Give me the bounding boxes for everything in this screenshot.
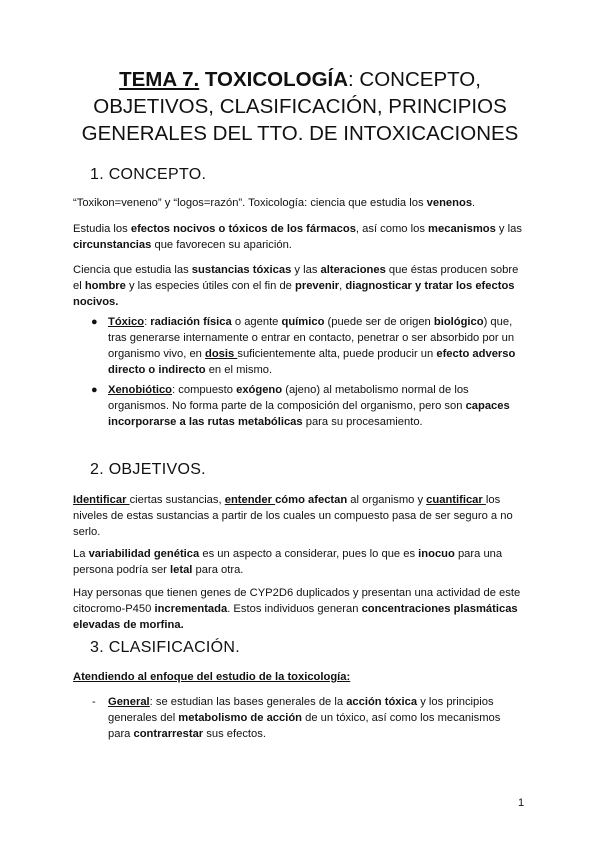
title-line2: OBJETIVOS, CLASIFICACIÓN, PRINCIPIOS (93, 95, 507, 118)
title-tema: TEMA 7. (119, 68, 200, 91)
paragraph-identificar: Identificar ciertas sustancias, entender cómo afectan al organismo y cuantificar los niveles de estas sustancias a partir de los cuales un compuesto pasa de ser seguro a no serlo. (73, 494, 513, 538)
section-heading-clasificacion: 3. CLASIFICACIÓN. (90, 639, 241, 656)
list-item-toxico: Tóxico: radiación física o agente químico (puede ser de origen biológico) que, tras generarse internamente o entrar en contacto, penetrar o ser absorbido por un organismo vivo, en dosis suficientemente alta, puede producir un efecto adverso directo o indirecto en el mismo. (108, 316, 516, 376)
paragraph-etimologia: “Toxikon=veneno” y “logos=razón”. Toxicología: ciencia que estudia los venenos. (73, 197, 476, 209)
document-title (60, 66, 540, 147)
paragraph-ciencia: Ciencia que estudia las sustancias tóxicas y las alteraciones que éstas producen sobre el hombre y las especies útiles con el fin de prevenir, diagnosticar y tratar los efectos nocivos. (73, 264, 519, 308)
title-line3: GENERALES DEL TTO. DE INTOXICACIONES (81, 122, 519, 145)
subheading-enfoque: Atendiendo al enfoque del estudio de la toxicología: (73, 671, 351, 683)
page-number: 1 (518, 797, 525, 809)
paragraph-estudia: Estudia los efectos nocivos o tóxicos de los fármacos, así como los mecanismos y las circunstancias que favorecen su aparición. (73, 223, 522, 251)
section-heading-objetivos: 2. OBJETIVOS. (90, 461, 206, 478)
dash-icon: - (92, 696, 96, 708)
list-item-xenobiotico: Xenobiótico: compuesto exógeno (ajeno) al metabolismo normal de los organismos. No forma parte de la composición del organismo, pero son capaces incorporarse a las rutas metabólicas para su procesamiento. (108, 384, 510, 428)
section-heading-concepto: 1. CONCEPTO. (90, 166, 207, 183)
title-rest: : CONCEPTO, (348, 68, 481, 91)
paragraph-cyp2d6: Hay personas que tienen genes de CYP2D6 duplicados y presentan una actividad de este citocromo-P450 incrementada. Estos individuos generan concentraciones plasmáticas elevadas de morfina. (73, 587, 521, 631)
title-toxicologia: TOXICOLOGÍA (204, 68, 349, 91)
bullet-icon: ● (91, 316, 98, 328)
paragraph-variabilidad: La variabilidad genética es un aspecto a considerar, pues lo que es inocuo para una persona podría ser letal para otra. (73, 548, 503, 576)
bullet-icon: ● (91, 384, 98, 396)
list-item-general: General: se estudian las bases generales de la acción tóxica y los principios generales del metabolismo de acción de un tóxico, así como los mecanismos para contrarrestar sus efectos. (108, 696, 501, 740)
